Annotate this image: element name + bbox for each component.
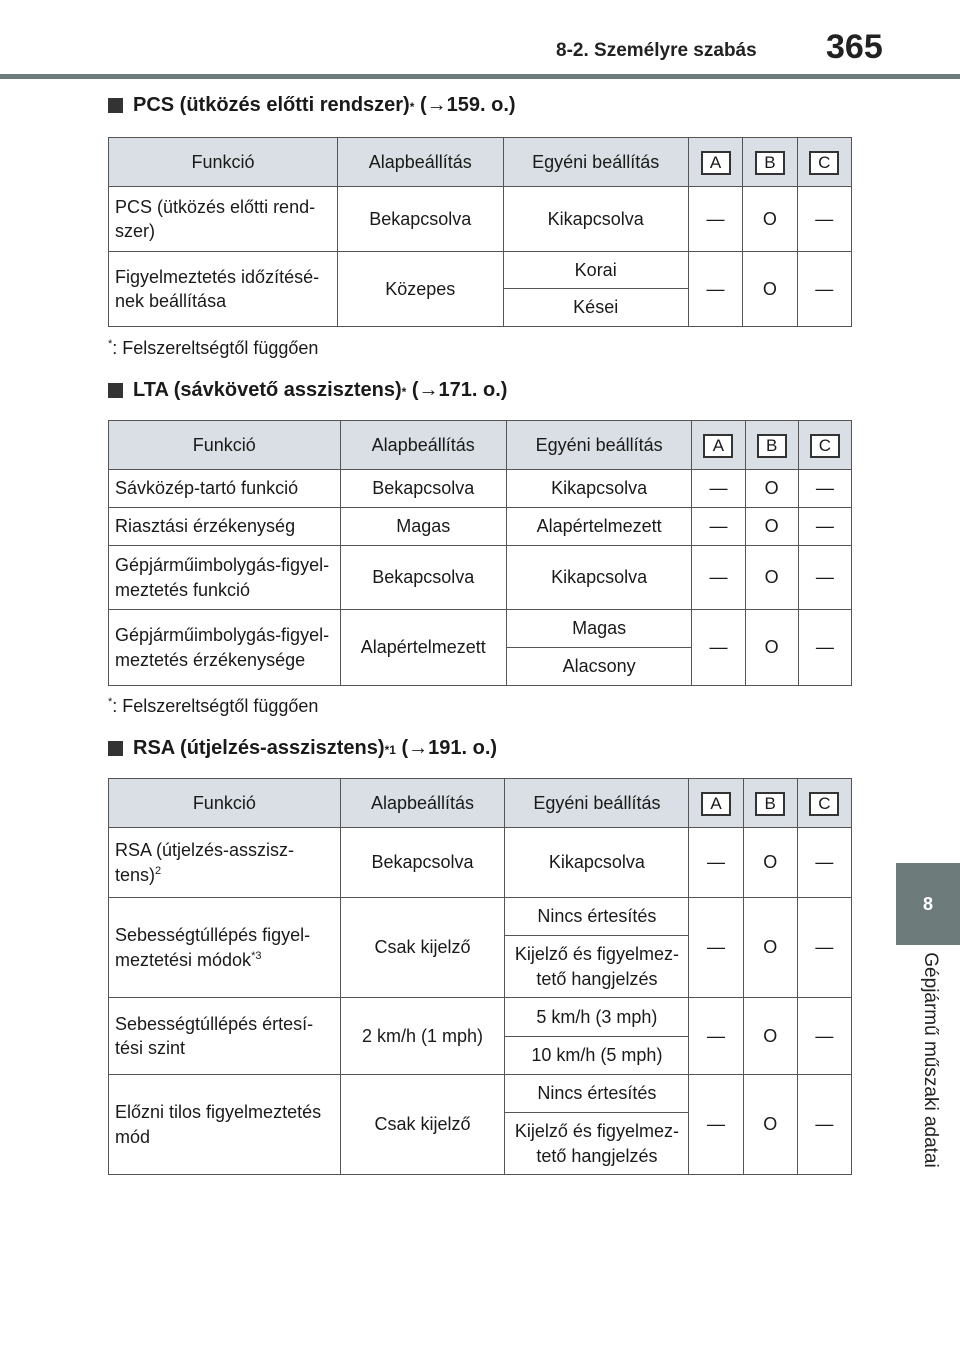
- box-b: B: [755, 151, 785, 175]
- cell-alap: Csak kijelző: [340, 898, 505, 998]
- footnote-lta: [108, 696, 318, 717]
- cell-funkcio: Gépjárműimbolygás-figyel-meztetés funkció: [109, 546, 341, 610]
- cell-a: —: [692, 546, 745, 610]
- header-a: [692, 421, 745, 470]
- cell-egyeni: Kikapcsolva: [506, 470, 691, 508]
- header-alap: Alapbeállítás: [340, 779, 505, 828]
- cell-alap: Bekapcsolva: [338, 187, 504, 252]
- header-a: [689, 779, 743, 828]
- cell-b: O: [743, 1075, 797, 1175]
- settings-table-pcs: [108, 137, 852, 327]
- box-b: B: [755, 792, 785, 816]
- page-ref: 171. o.): [438, 379, 508, 401]
- section-title-lta: [108, 379, 507, 402]
- box-c: C: [810, 434, 840, 458]
- header-c: [798, 421, 851, 470]
- table-row: [109, 828, 852, 898]
- cell-c: —: [797, 187, 851, 252]
- cell-egyeni: 10 km/h (5 mph): [505, 1037, 689, 1075]
- table-header-row: [109, 138, 852, 187]
- section-title-rsa: [108, 737, 497, 760]
- ref-open: (: [419, 94, 427, 116]
- cell-alap: Bekapcsolva: [340, 470, 506, 508]
- cell-a: —: [688, 252, 742, 327]
- section-title-text: LTA (sávkövető asszisztens): [133, 379, 402, 401]
- cell-egyeni: Kijelző és figyelmez-tető hangjelzés: [505, 1113, 689, 1175]
- header-c: [797, 779, 851, 828]
- cell-a: —: [689, 898, 743, 998]
- cell-egyeni: Nincs értesítés: [505, 1075, 689, 1113]
- section-title-text: PCS (ütközés előtti rendszer): [133, 94, 410, 116]
- cell-egyeni: Kikapcsolva: [503, 187, 688, 252]
- cell-egyeni: Korai: [503, 252, 688, 289]
- section-title-pcs: [108, 94, 516, 117]
- cell-egyeni: Alacsony: [506, 648, 691, 686]
- table-header-row: [109, 421, 852, 470]
- cell-c: —: [797, 828, 851, 898]
- cell-egyeni: Kijelző és figyelmez-tető hangjelzés: [505, 936, 689, 998]
- cell-alap: Bekapcsolva: [340, 546, 506, 610]
- box-a: A: [701, 792, 731, 816]
- page-ref: 159. o.): [446, 94, 516, 116]
- header-rule: [0, 74, 960, 79]
- cell-egyeni: Nincs értesítés: [505, 898, 689, 936]
- box-a: A: [701, 151, 731, 175]
- cell-egyeni: Alapértelmezett: [506, 508, 691, 546]
- cell-egyeni: Kikapcsolva: [506, 546, 691, 610]
- footnote-text: : Felszereltségtől függően: [112, 338, 319, 358]
- header-b: [743, 138, 797, 187]
- cell-funkcio: Sebességtúllépés értesí-tési szint: [109, 998, 341, 1075]
- arrow-icon: →: [418, 379, 439, 401]
- footnote-ref: 2: [155, 864, 162, 877]
- title-mark: *: [401, 385, 407, 399]
- bullet-square-icon: [108, 383, 123, 398]
- page-ref: 191. o.): [428, 737, 498, 759]
- cell-c: —: [798, 470, 851, 508]
- box-b: B: [757, 434, 787, 458]
- arrow-icon: →: [426, 94, 447, 116]
- cell-funkcio: [109, 828, 341, 898]
- box-c: C: [809, 792, 839, 816]
- footnote-text: : Felszereltségtől függően: [112, 696, 319, 716]
- cell-egyeni: Magas: [506, 610, 691, 648]
- cell-b: O: [745, 470, 798, 508]
- cell-alap: Alapértelmezett: [340, 610, 506, 686]
- title-mark: *: [409, 100, 415, 114]
- table-row: [109, 470, 852, 508]
- cell-b: O: [743, 187, 797, 252]
- cell-funkcio: Gépjárműimbolygás-figyel-meztetés érzékenysége: [109, 610, 341, 686]
- cell-a: —: [692, 610, 745, 686]
- cell-b: O: [745, 610, 798, 686]
- table-row: [109, 610, 852, 648]
- chapter-label: Gépjármű műszaki adatai: [920, 952, 941, 1168]
- box-a: A: [703, 434, 733, 458]
- section-title-text: RSA (útjelzés-asszisztens): [133, 737, 385, 759]
- cell-funkcio: Előzni tilos figyelmeztetés mód: [109, 1075, 341, 1175]
- cell-egyeni: Kései: [503, 289, 688, 327]
- footnote-pcs: [108, 338, 318, 359]
- cell-c: —: [798, 508, 851, 546]
- ref-open: (: [411, 379, 419, 401]
- title-mark: *1: [384, 743, 396, 757]
- cell-funkcio: Riasztási érzékenység: [109, 508, 341, 546]
- funkcio-text: RSA (útjelzés-asszisz-tens): [115, 840, 295, 885]
- cell-a: —: [692, 508, 745, 546]
- settings-table-lta: [108, 420, 852, 686]
- header-funkcio: Funkció: [109, 779, 341, 828]
- header-a: [688, 138, 742, 187]
- cell-c: —: [798, 610, 851, 686]
- cell-funkcio: PCS (ütközés előtti rend-szer): [109, 187, 338, 252]
- header-funkcio: Funkció: [109, 421, 341, 470]
- arrow-icon: →: [408, 737, 429, 759]
- cell-funkcio: [109, 898, 341, 998]
- section-header: 8-2. Személyre szabás: [556, 40, 757, 61]
- table-row: [109, 508, 852, 546]
- table-row: [109, 546, 852, 610]
- cell-b: O: [743, 998, 797, 1075]
- cell-a: —: [689, 828, 743, 898]
- cell-b: O: [745, 508, 798, 546]
- cell-alap: Bekapcsolva: [340, 828, 505, 898]
- cell-b: O: [743, 898, 797, 998]
- table-row: [109, 898, 852, 936]
- cell-a: —: [688, 187, 742, 252]
- cell-alap: Csak kijelző: [340, 1075, 505, 1175]
- cell-b: O: [743, 252, 797, 327]
- cell-alap: Közepes: [338, 252, 504, 327]
- cell-c: —: [797, 1075, 851, 1175]
- cell-c: —: [797, 898, 851, 998]
- cell-egyeni: 5 km/h (3 mph): [505, 998, 689, 1037]
- table-row: [109, 998, 852, 1037]
- header-egyeni: Egyéni beállítás: [506, 421, 691, 470]
- table-row: [109, 1075, 852, 1113]
- cell-a: —: [689, 998, 743, 1075]
- table-header-row: [109, 779, 852, 828]
- cell-alap: Magas: [340, 508, 506, 546]
- footnote-mark: *: [108, 696, 113, 708]
- table-row: [109, 187, 852, 252]
- header-egyeni: Egyéni beállítás: [503, 138, 688, 187]
- settings-table-rsa: [108, 778, 852, 1175]
- header-b: [743, 779, 797, 828]
- cell-c: —: [797, 252, 851, 327]
- bullet-square-icon: [108, 741, 123, 756]
- header-alap: Alapbeállítás: [338, 138, 504, 187]
- header-b: [745, 421, 798, 470]
- funkcio-text: Sebességtúllépés figyel-meztetési módok: [115, 925, 311, 970]
- footnote-ref: *3: [251, 949, 262, 962]
- header-alap: Alapbeállítás: [340, 421, 506, 470]
- ref-open: (: [401, 737, 409, 759]
- chapter-tab: 8: [896, 863, 960, 945]
- cell-egyeni: Kikapcsolva: [505, 828, 689, 898]
- header-funkcio: Funkció: [109, 138, 338, 187]
- header-c: [797, 138, 851, 187]
- cell-b: O: [743, 828, 797, 898]
- cell-c: —: [798, 546, 851, 610]
- cell-a: —: [689, 1075, 743, 1175]
- footnote-mark: *: [108, 338, 113, 350]
- header-egyeni: Egyéni beállítás: [505, 779, 689, 828]
- cell-funkcio: Sávközép-tartó funkció: [109, 470, 341, 508]
- cell-a: —: [692, 470, 745, 508]
- box-c: C: [809, 151, 839, 175]
- cell-alap: 2 km/h (1 mph): [340, 998, 505, 1075]
- cell-c: —: [797, 998, 851, 1075]
- cell-b: O: [745, 546, 798, 610]
- table-row: [109, 252, 852, 289]
- bullet-square-icon: [108, 98, 123, 113]
- page-number: 365: [826, 28, 883, 66]
- cell-funkcio: Figyelmeztetés időzítésé-nek beállítása: [109, 252, 338, 327]
